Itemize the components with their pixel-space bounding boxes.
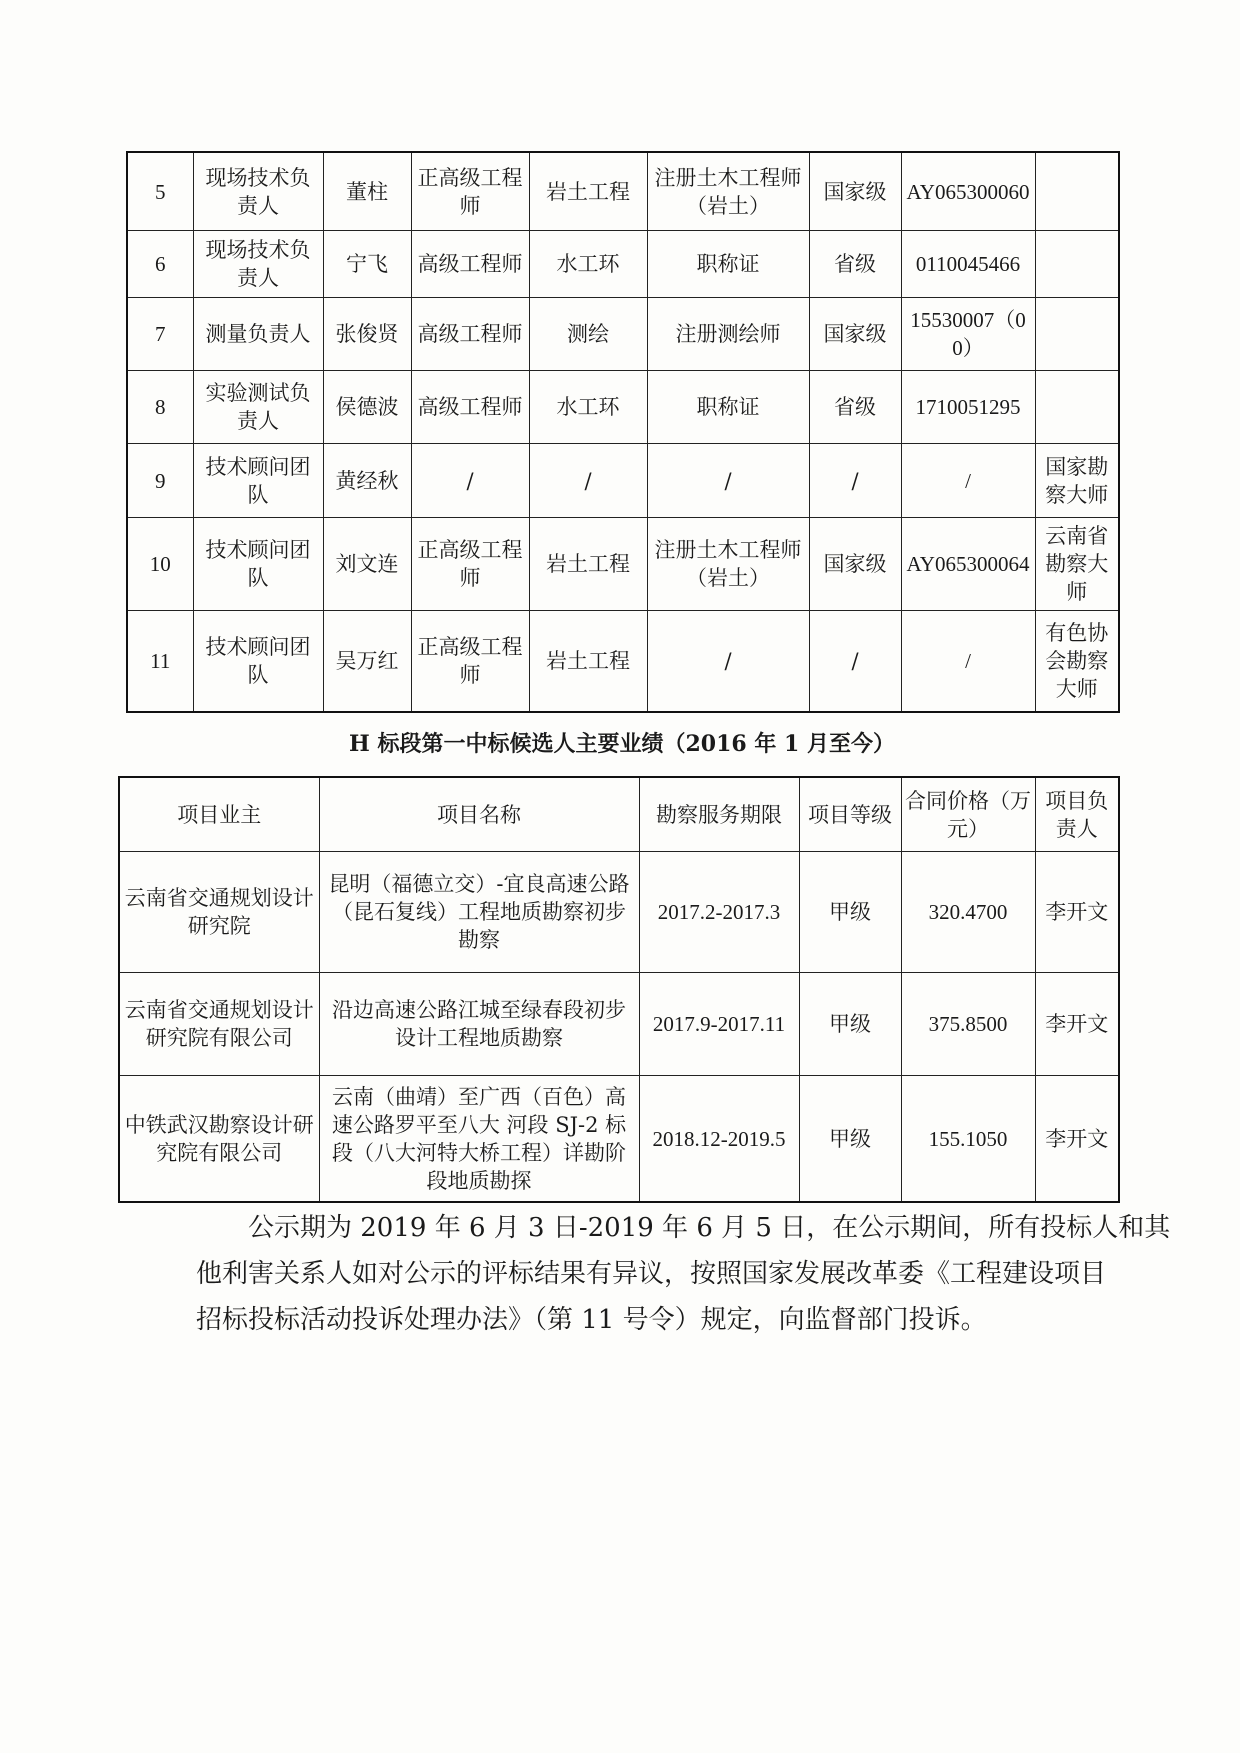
staff-cell-remark (1035, 231, 1119, 298)
staff-cell-remark: 有色协会勘察大师 (1035, 611, 1119, 713)
staff-row (127, 444, 1119, 518)
staff-cell-cert: 职称证 (647, 231, 809, 298)
performance-cell-period: 2018.12-2019.5 (639, 1076, 799, 1203)
staff-cell-cert: 注册土木工程师（岩土） (647, 152, 809, 231)
performance-row (119, 852, 1119, 973)
staff-cell-major: 岩土工程 (529, 611, 647, 713)
performance-header-row (119, 777, 1119, 852)
staff-cell-cert: / (647, 444, 809, 518)
staff-cell-name: 刘文连 (323, 518, 411, 611)
performance-cell-price: 375.8500 (901, 973, 1035, 1076)
staff-cell-cert: 注册土木工程师（岩土） (647, 518, 809, 611)
staff-table (126, 151, 1120, 713)
performance-cell-leader: 李开文 (1035, 852, 1119, 973)
staff-cell-name: 董柱 (323, 152, 411, 231)
header-price: 合同价格（万元） (901, 777, 1035, 852)
staff-cell-role: 测量负责人 (193, 298, 323, 371)
staff-cell-name: 侯德波 (323, 371, 411, 444)
staff-cell-level: 国家级 (809, 518, 901, 611)
staff-cell-cert-no: AY065300064 (901, 518, 1035, 611)
staff-cell-title: / (411, 444, 529, 518)
staff-cell-name: 吴万红 (323, 611, 411, 713)
staff-cell-level: 国家级 (809, 152, 901, 231)
staff-cell-role: 实验测试负责人 (193, 371, 323, 444)
performance-cell-owner: 云南省交通规划设计研究院有限公司 (119, 973, 319, 1076)
staff-cell-remark: 云南省勘察大师 (1035, 518, 1119, 611)
staff-cell-title: 正高级工程师 (411, 152, 529, 231)
performance-row (119, 973, 1119, 1076)
staff-cell-no: 9 (127, 444, 193, 518)
staff-row (127, 298, 1119, 371)
staff-row (127, 518, 1119, 611)
staff-cell-no: 11 (127, 611, 193, 713)
staff-cell-role: 现场技术负责人 (193, 231, 323, 298)
staff-row (127, 611, 1119, 713)
staff-cell-cert-no: 15530007（00） (901, 298, 1035, 371)
staff-cell-remark (1035, 371, 1119, 444)
performance-cell-period: 2017.2-2017.3 (639, 852, 799, 973)
performance-cell-owner: 中铁武汉勘察设计研究院有限公司 (119, 1076, 319, 1203)
staff-cell-cert-no: / (901, 444, 1035, 518)
performance-cell-grade: 甲级 (799, 1076, 901, 1203)
staff-row (127, 152, 1119, 231)
staff-cell-no: 8 (127, 371, 193, 444)
staff-cell-title: 高级工程师 (411, 298, 529, 371)
staff-row (127, 371, 1119, 444)
performance-cell-grade: 甲级 (799, 852, 901, 973)
staff-cell-name: 宁飞 (323, 231, 411, 298)
staff-cell-role: 技术顾问团队 (193, 611, 323, 713)
header-period: 勘察服务期限 (639, 777, 799, 852)
performance-table (118, 776, 1120, 1203)
notice-line: 他利害关系人如对公示的评标结果有异议，按照国家发展改革委《工程建设项目 (196, 1259, 1107, 1289)
staff-cell-cert: 注册测绘师 (647, 298, 809, 371)
performance-cell-price: 320.4700 (901, 852, 1035, 973)
section-title: H 标段第一中标候选人主要业绩（2016 年 1 月至今） (349, 731, 895, 757)
staff-cell-level: 省级 (809, 231, 901, 298)
staff-cell-role: 现场技术负责人 (193, 152, 323, 231)
performance-cell-project: 昆明（福德立交）-宜良高速公路（昆石复线）工程地质勘察初步勘察 (319, 852, 639, 973)
staff-cell-major: 岩土工程 (529, 518, 647, 611)
header-owner: 项目业主 (119, 777, 319, 852)
notice-line: 招标投标活动投诉处理办法》（第 11 号令）规定，向监督部门投诉。 (196, 1305, 987, 1335)
staff-cell-major: 岩土工程 (529, 152, 647, 231)
staff-cell-role: 技术顾问团队 (193, 444, 323, 518)
staff-cell-name: 张俊贤 (323, 298, 411, 371)
staff-cell-role: 技术顾问团队 (193, 518, 323, 611)
staff-cell-no: 7 (127, 298, 193, 371)
staff-cell-remark (1035, 152, 1119, 231)
notice-paragraph (196, 1205, 1171, 1343)
staff-cell-title: 正高级工程师 (411, 611, 529, 713)
header-project: 项目名称 (319, 777, 639, 852)
staff-cell-level: / (809, 611, 901, 713)
staff-cell-cert: / (647, 611, 809, 713)
staff-cell-cert-no: 1710051295 (901, 371, 1035, 444)
staff-cell-remark (1035, 298, 1119, 371)
notice-line: 公示期为 2019 年 6 月 3 日-2019 年 6 月 5 日，在公示期间，所有投标人和其 (248, 1213, 1171, 1243)
performance-cell-price: 155.1050 (901, 1076, 1035, 1203)
staff-row (127, 231, 1119, 298)
performance-row (119, 1076, 1119, 1203)
staff-cell-remark: 国家勘察大师 (1035, 444, 1119, 518)
staff-cell-cert: 职称证 (647, 371, 809, 444)
staff-cell-major: 测绘 (529, 298, 647, 371)
staff-cell-major: / (529, 444, 647, 518)
staff-cell-level: 国家级 (809, 298, 901, 371)
staff-cell-cert-no: / (901, 611, 1035, 713)
performance-cell-leader: 李开文 (1035, 1076, 1119, 1203)
header-leader: 项目负责人 (1035, 777, 1119, 852)
staff-cell-major: 水工环 (529, 371, 647, 444)
staff-cell-cert-no: AY065300060 (901, 152, 1035, 231)
header-grade: 项目等级 (799, 777, 901, 852)
performance-cell-project: 沿边高速公路江城至绿春段初步设计工程地质勘察 (319, 973, 639, 1076)
performance-cell-project: 云南（曲靖）至广西（百色）高速公路罗平至八大 河段 SJ-2 标段（八大河特大桥工程）详勘阶段地质勘探 (319, 1076, 639, 1203)
staff-cell-no: 5 (127, 152, 193, 231)
staff-cell-level: 省级 (809, 371, 901, 444)
performance-cell-period: 2017.9-2017.11 (639, 973, 799, 1076)
staff-cell-title: 高级工程师 (411, 371, 529, 444)
staff-cell-no: 6 (127, 231, 193, 298)
staff-cell-no: 10 (127, 518, 193, 611)
staff-cell-major: 水工环 (529, 231, 647, 298)
staff-cell-title: 正高级工程师 (411, 518, 529, 611)
staff-cell-name: 黄经秋 (323, 444, 411, 518)
performance-cell-grade: 甲级 (799, 973, 901, 1076)
staff-cell-title: 高级工程师 (411, 231, 529, 298)
staff-cell-cert-no: 0110045466 (901, 231, 1035, 298)
performance-cell-owner: 云南省交通规划设计研究院 (119, 852, 319, 973)
performance-cell-leader: 李开文 (1035, 973, 1119, 1076)
staff-cell-level: / (809, 444, 901, 518)
